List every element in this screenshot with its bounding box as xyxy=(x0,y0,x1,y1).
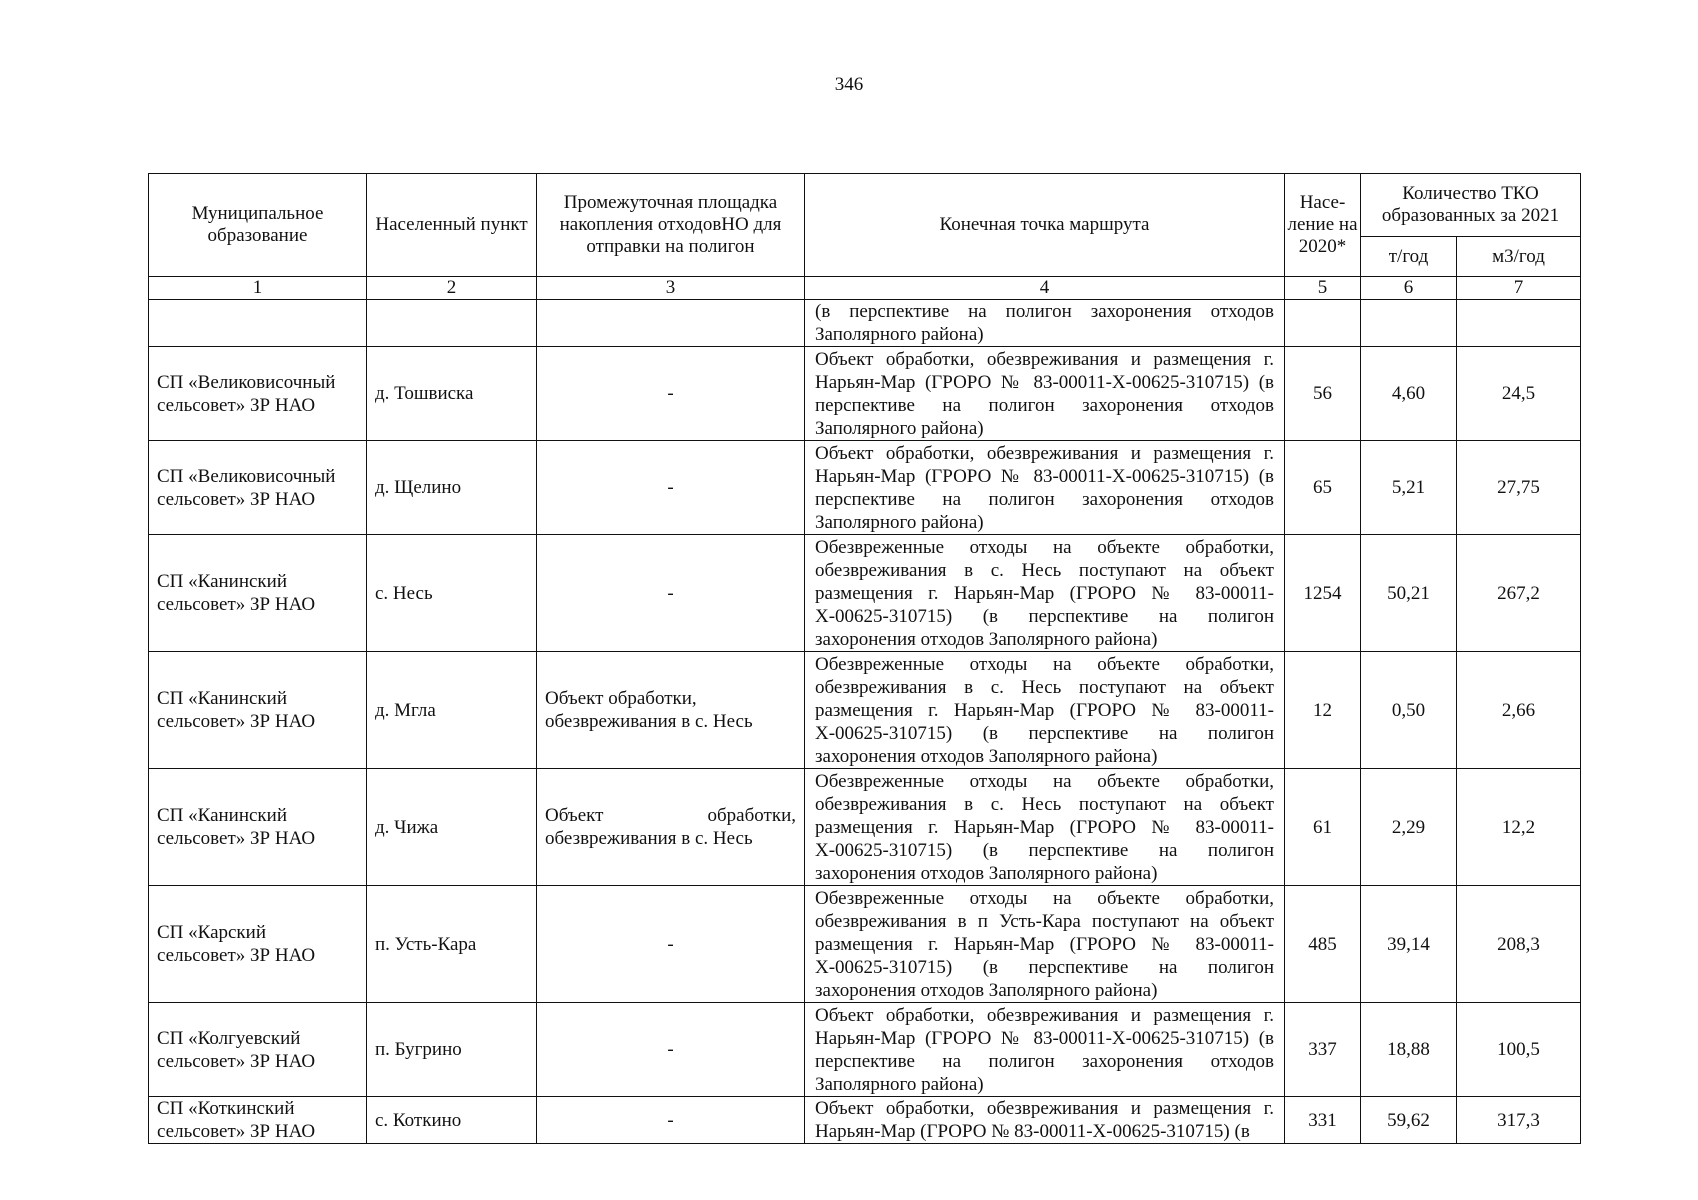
cell-population: 61 xyxy=(1285,769,1361,886)
column-number: 6 xyxy=(1361,277,1457,300)
cell-municipality: СП «Канинский сельсовет» ЗР НАО xyxy=(149,535,367,652)
cell-m3: 12,2 xyxy=(1457,769,1581,886)
cell-route-end: Объект обработки, обезвреживания и размещения г. Нарьян-Мар (ГРОРО № 83-00011-Х-00625-310715) (в xyxy=(805,1097,1285,1144)
cell-m3: 2,66 xyxy=(1457,652,1581,769)
cell-route-end: Обезвреженные отходы на объекте обработки, обезвреживания в с. Несь поступают на объект размещения г. Нарьян-Мар (ГРОРО № 83-00011-Х-00625-310715) (в перспективе на полигон захоронения отходов Заполярного района) xyxy=(805,535,1285,652)
cell-transfer-site: Объект обработки, обезвреживания в с. Несь xyxy=(537,652,805,769)
cell-municipality: СП «Карский сельсовет» ЗР НАО xyxy=(149,886,367,1003)
cell-population xyxy=(1285,300,1361,347)
table-row xyxy=(149,1097,1581,1144)
cell-settlement: с. Коткино xyxy=(367,1097,537,1144)
header-transfer-site: Промежуточная площадка накопления отходовНО для отправки на полигон xyxy=(537,174,805,277)
cell-transfer-site: - xyxy=(537,441,805,535)
table-row xyxy=(149,769,1581,886)
cell-m3: 208,3 xyxy=(1457,886,1581,1003)
cell-population: 1254 xyxy=(1285,535,1361,652)
table-row xyxy=(149,441,1581,535)
cell-settlement: с. Несь xyxy=(367,535,537,652)
cell-municipality: СП «Канинский сельсовет» ЗР НАО xyxy=(149,769,367,886)
cell-tons: 18,88 xyxy=(1361,1003,1457,1097)
table-row xyxy=(149,535,1581,652)
cell-m3: 27,75 xyxy=(1457,441,1581,535)
header-tons: т/год xyxy=(1361,237,1457,277)
header-m3: м3/год xyxy=(1457,237,1581,277)
cell-tons: 59,62 xyxy=(1361,1097,1457,1144)
cell-population: 485 xyxy=(1285,886,1361,1003)
cell-route-end: Обезвреженные отходы на объекте обработки, обезвреживания в с. Несь поступают на объект размещения г. Нарьян-Мар (ГРОРО № 83-00011-Х-00625-310715) (в перспективе на полигон захоронения отходов Заполярного района) xyxy=(805,652,1285,769)
header-tko-group: Количество ТКО образованных за 2021 xyxy=(1361,174,1581,237)
header-route-end: Конечная точка маршрута xyxy=(805,174,1285,277)
cell-route-end: Обезвреженные отходы на объекте обработки, обезвреживания в п Усть-Кара поступают на объект размещения г. Нарьян-Мар (ГРОРО № 83-00011-Х-00625-310715) (в перспективе на полигон захоронения отходов Заполярного района) xyxy=(805,886,1285,1003)
cell-route-end: Объект обработки, обезвреживания и размещения г. Нарьян-Мар (ГРОРО № 83-00011-Х-00625-310715) (в перспективе на полигон захоронения отходов Заполярного района) xyxy=(805,441,1285,535)
column-number-row xyxy=(149,277,1581,300)
cell-m3: 267,2 xyxy=(1457,535,1581,652)
cell-route-end: Объект обработки, обезвреживания и размещения г. Нарьян-Мар (ГРОРО № 83-00011-Х-00625-310715) (в перспективе на полигон захоронения отходов Заполярного района) xyxy=(805,347,1285,441)
cell-m3: 100,5 xyxy=(1457,1003,1581,1097)
header-population: Насе-ление на 2020* xyxy=(1285,174,1361,277)
table-body xyxy=(149,300,1581,1144)
cell-settlement: д. Мгла xyxy=(367,652,537,769)
table-row xyxy=(149,300,1581,347)
cell-settlement: д. Чижа xyxy=(367,769,537,886)
column-number: 3 xyxy=(537,277,805,300)
cell-route-end: (в перспективе на полигон захоронения отходов Заполярного района) xyxy=(805,300,1285,347)
cell-transfer-site: - xyxy=(537,347,805,441)
table-row xyxy=(149,886,1581,1003)
cell-tons: 39,14 xyxy=(1361,886,1457,1003)
cell-tons xyxy=(1361,300,1457,347)
cell-population: 12 xyxy=(1285,652,1361,769)
cell-route-end: Обезвреженные отходы на объекте обработки, обезвреживания в с. Несь поступают на объект размещения г. Нарьян-Мар (ГРОРО № 83-00011-Х-00625-310715) (в перспективе на полигон захоронения отходов Заполярного района) xyxy=(805,769,1285,886)
waste-routes-table xyxy=(148,173,1581,1144)
cell-transfer-site: - xyxy=(537,886,805,1003)
cell-municipality: СП «Великовисочный сельсовет» ЗР НАО xyxy=(149,347,367,441)
cell-m3: 24,5 xyxy=(1457,347,1581,441)
cell-settlement: д. Тошвиска xyxy=(367,347,537,441)
table-row xyxy=(149,652,1581,769)
cell-tons: 50,21 xyxy=(1361,535,1457,652)
page-number: 346 xyxy=(834,74,864,95)
column-number: 5 xyxy=(1285,277,1361,300)
cell-tons: 4,60 xyxy=(1361,347,1457,441)
cell-municipality: СП «Коткинский сельсовет» ЗР НАО xyxy=(149,1097,367,1144)
cell-transfer-site xyxy=(537,300,805,347)
cell-settlement: д. Щелино xyxy=(367,441,537,535)
cell-tons: 0,50 xyxy=(1361,652,1457,769)
header-settlement: Населенный пункт xyxy=(367,174,537,277)
cell-settlement xyxy=(367,300,537,347)
column-number: 7 xyxy=(1457,277,1581,300)
column-number: 4 xyxy=(805,277,1285,300)
table-row xyxy=(149,1003,1581,1097)
cell-population: 56 xyxy=(1285,347,1361,441)
cell-municipality xyxy=(149,300,367,347)
column-number: 2 xyxy=(367,277,537,300)
cell-population: 65 xyxy=(1285,441,1361,535)
cell-transfer-site: - xyxy=(537,1003,805,1097)
cell-population: 337 xyxy=(1285,1003,1361,1097)
cell-municipality: СП «Колгуевский сельсовет» ЗР НАО xyxy=(149,1003,367,1097)
cell-transfer-site: Объект обработки, обезвреживания в с. Несь xyxy=(537,769,805,886)
header-municipality: Муниципальное образование xyxy=(149,174,367,277)
cell-route-end: Объект обработки, обезвреживания и размещения г. Нарьян-Мар (ГРОРО № 83-00011-Х-00625-310715) (в перспективе на полигон захоронения отходов Заполярного района) xyxy=(805,1003,1285,1097)
table-row xyxy=(149,347,1581,441)
table-header xyxy=(149,174,1581,300)
cell-settlement: п. Бугрино xyxy=(367,1003,537,1097)
cell-municipality: СП «Великовисочный сельсовет» ЗР НАО xyxy=(149,441,367,535)
cell-m3: 317,3 xyxy=(1457,1097,1581,1144)
cell-settlement: п. Усть-Кара xyxy=(367,886,537,1003)
cell-tons: 5,21 xyxy=(1361,441,1457,535)
cell-tons: 2,29 xyxy=(1361,769,1457,886)
column-number: 1 xyxy=(149,277,367,300)
cell-population: 331 xyxy=(1285,1097,1361,1144)
cell-transfer-site: - xyxy=(537,535,805,652)
cell-municipality: СП «Канинский сельсовет» ЗР НАО xyxy=(149,652,367,769)
cell-m3 xyxy=(1457,300,1581,347)
cell-transfer-site: - xyxy=(537,1097,805,1144)
